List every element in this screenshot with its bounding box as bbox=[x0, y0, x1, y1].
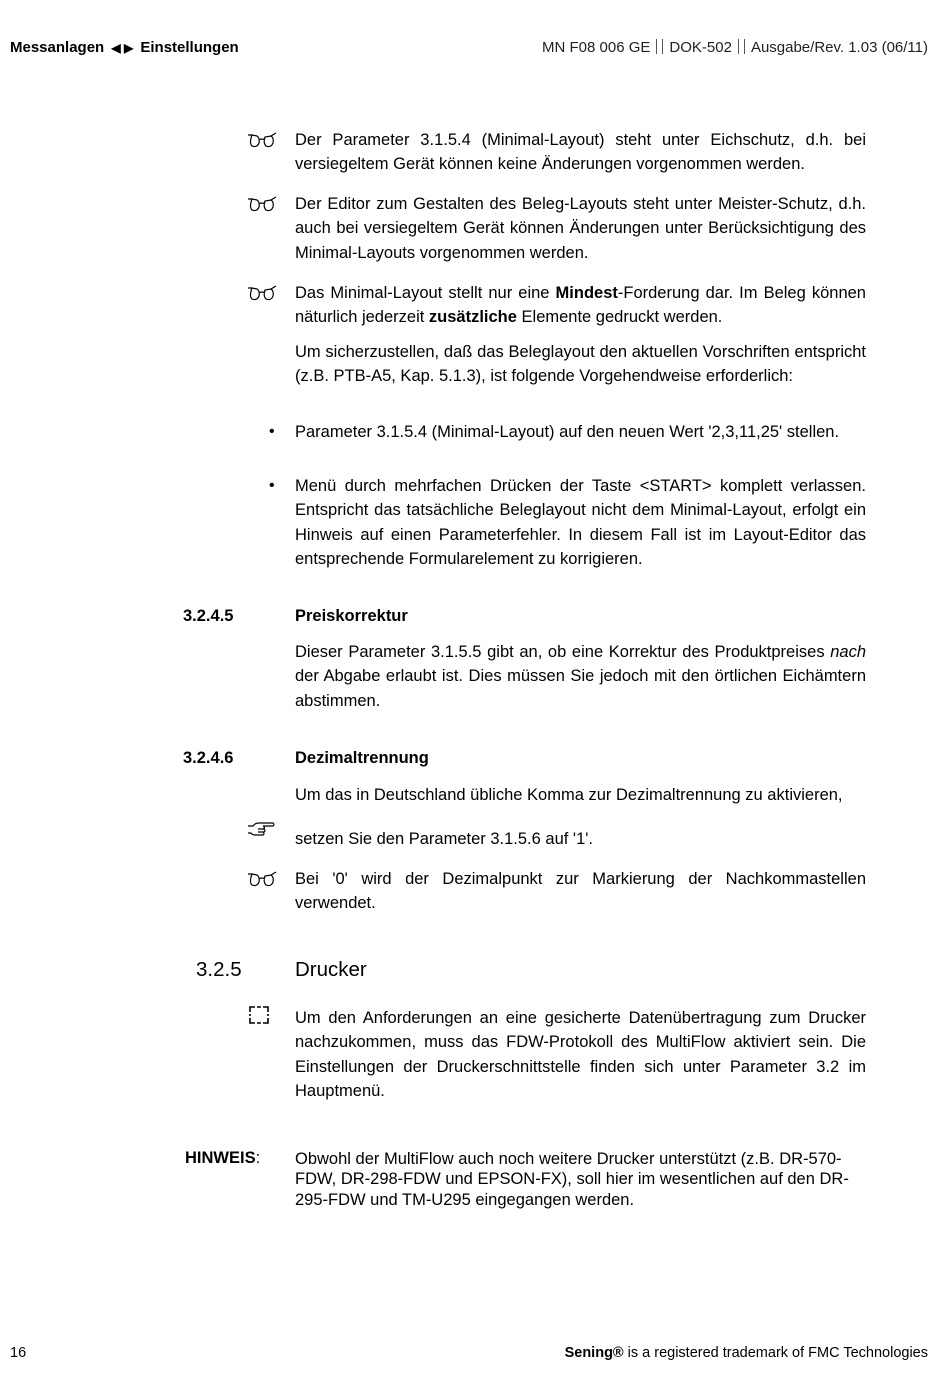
action-setzen: setzen Sie den Parameter 3.1.5.6 auf '1'. bbox=[295, 830, 593, 848]
hinweis-text: Obwohl der MultiFlow auch noch weitere Drucker unterstützt (z.B. DR-570-FDW, DR-298-FDW und EPSON-FX), soll hier im wesentlichen auf den DR-295-FDW und TM-U295 eingegangen werden. bbox=[295, 1150, 849, 1209]
text-run: -Forderung dar. Im Beleg können näturlich jederzeit bbox=[295, 284, 866, 327]
text-bold: zusätzliche bbox=[428, 308, 517, 327]
glasses-icon bbox=[246, 131, 278, 151]
note-minimal-layout bbox=[295, 281, 866, 330]
glasses-icon bbox=[246, 870, 278, 890]
page-number: 16 bbox=[10, 1345, 27, 1361]
text-run: Dieser Parameter 3.1.5.5 gibt an, ob eine Korrektur des Produktpreises bbox=[295, 643, 831, 661]
header-docinfo bbox=[542, 39, 928, 56]
hinweis-colon: : bbox=[255, 1149, 261, 1167]
bullet-marker: • bbox=[269, 477, 275, 494]
separator bbox=[656, 39, 663, 54]
glasses-icon bbox=[246, 195, 278, 215]
pointing-hand-icon bbox=[246, 820, 276, 840]
section-number: 3.2.5 bbox=[196, 958, 242, 981]
footer-text: is a registered trademark of FMC Technologies bbox=[623, 1345, 928, 1361]
paragraph-procedure: Um sicherzustellen, daß das Beleglayout den aktuellen Vorschriften entspricht (z.B. PTB-A5, Kap. 5.1.3), ist folgende Vorgehendweise erforderlich: bbox=[295, 343, 866, 386]
note-dezimalpunkt: Bei '0' wird der Dezimalpunkt zur Markierung der Nachkommastellen verwendet. bbox=[295, 870, 866, 913]
paragraph-preiskorrektur bbox=[295, 640, 866, 713]
note-editor: Der Editor zum Gestalten des Beleg-Layouts steht unter Meister-Schutz, d.h. auch bei versiegeltem Gerät können Änderungen unter Berücksichtigung des Minimal-Layouts vorgenommen werden. bbox=[295, 195, 866, 262]
text-run: Elemente gedruckt werden. bbox=[516, 308, 723, 327]
text-bold: Mindest bbox=[555, 284, 618, 302]
header-chapter-b: Einstellungen bbox=[140, 39, 239, 56]
note-eichschutz: Der Parameter 3.1.5.4 (Minimal-Layout) steht unter Eichschutz, d.h. bei versiegeltem Gerät können keine Änderungen vorgenommen werden. bbox=[295, 131, 866, 174]
header-doc-number: MN F08 006 GE bbox=[542, 39, 651, 56]
paragraph-drucker: Um den Anforderungen an eine gesicherte Datenübertragung zum Drucker nachzukommen, muss das FDW-Protokoll des MultiFlow aktiviert sein. Die Einstellungen der Druckerschnittstelle finden sich unter Parameter 3.2 im Hauptmenü. bbox=[295, 1009, 866, 1100]
header-chapter bbox=[10, 39, 239, 56]
footer-trademark bbox=[565, 1345, 928, 1361]
hinweis-label-text: HINWEIS bbox=[185, 1149, 256, 1167]
section-number: 3.2.4.6 bbox=[183, 749, 234, 767]
header-dok: DOK-502 bbox=[669, 39, 732, 56]
footer-brand: Sening® bbox=[564, 1345, 624, 1361]
section-number: 3.2.4.5 bbox=[183, 607, 234, 625]
header-chapter-a: Messanlagen bbox=[10, 39, 105, 56]
bullet-item-1: Parameter 3.1.5.4 (Minimal-Layout) auf den neuen Wert '2,3,11,25' stellen. bbox=[295, 423, 840, 441]
bullet-item-2: Menü durch mehrfachen Drücken der Taste <START> komplett verlassen. Entspricht das tatsächliche Beleglayout nicht dem Minimal-Layout, erfolgt ein Hinweis auf einen Parameterfehler. In diesem Fall ist im Layout-Editor das entsprechende Formularelement zu korrigieren. bbox=[295, 477, 866, 568]
section-title: Drucker bbox=[295, 958, 367, 981]
section-title: Dezimaltrennung bbox=[295, 749, 429, 767]
header-revision: Ausgabe/Rev. 1.03 (06/11) bbox=[750, 39, 928, 56]
section-title: Preiskorrektur bbox=[295, 607, 408, 625]
text-italic: nach bbox=[830, 643, 866, 661]
text-run: Das Minimal-Layout stellt nur eine bbox=[295, 284, 556, 302]
hinweis-label bbox=[185, 1149, 260, 1168]
bullet-marker: • bbox=[269, 423, 275, 440]
paragraph-dezimal: Um das in Deutschland übliche Komma zur Dezimaltrennung zu aktivieren, bbox=[295, 786, 843, 804]
glasses-icon bbox=[246, 284, 278, 304]
bracket-icon bbox=[248, 1005, 270, 1025]
arrow-left-right-icon: ◀ ▶ bbox=[111, 41, 134, 55]
separator bbox=[738, 39, 745, 54]
text-run: der Abgabe erlaubt ist. Dies müssen Sie jedoch mit den örtlichen Eichämtern abstimmen. bbox=[295, 667, 866, 710]
